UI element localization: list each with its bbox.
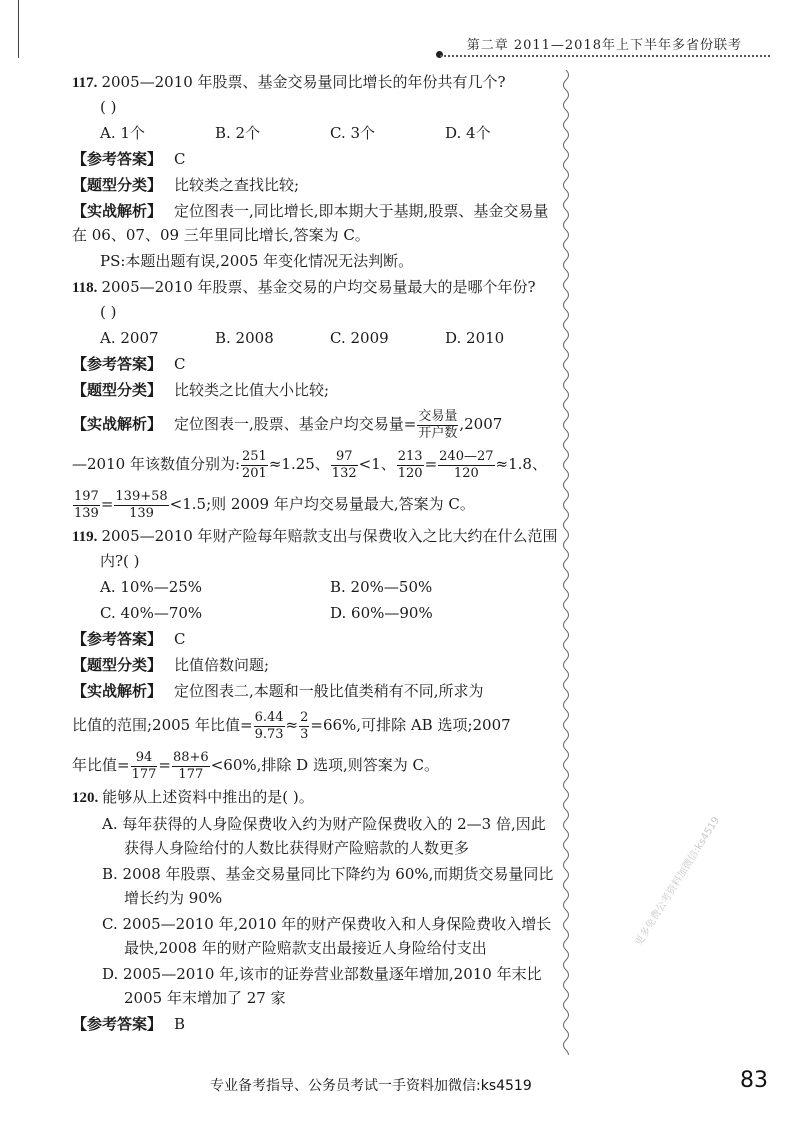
analysis-text: 年比值= [72,756,130,774]
analysis-text: <1、 [358,455,396,473]
denominator: 9.73 [254,726,284,742]
option-a: A. 2007 [100,329,159,347]
option-a: A. 每年获得的人身险保费收入约为财产险保费收入的 2—3 倍,因此获得人身险给付的人数比获得财产险赔款的人数更多 [102,815,546,857]
analysis-text: <60%,排除 D 选项,则答案为 C。 [210,756,439,774]
page-content [72,70,560,1038]
fraction [172,750,210,783]
answer-blank: ( ) [100,303,117,321]
numerator: 240—27 [439,448,494,464]
denominator: 120 [453,465,479,481]
analysis-text: ≈1.25、 [268,455,330,473]
numerator: 88+6 [172,749,209,765]
analysis-text: 比值的范围;2005 年比值= [72,716,253,734]
denominator: 139 [74,505,99,521]
answer-value: C [174,355,186,373]
type-value: 比值倍数问题; [174,656,270,674]
type-row [72,653,560,677]
analysis-text: ≈1.8、 [495,455,547,473]
analysis-line [72,745,560,785]
analysis-row [72,404,560,444]
option-b: B. 2008 [215,329,274,347]
analysis-text: <1.5;则 2009 年户均交易量最大,答案为 C。 [169,495,475,513]
option-d: D. 2005—2010 年,该市的证券营业部数量逐年增加,2010 年末比 2005 年末增加了 27 家 [102,965,542,1007]
answer-label: 【参考答案】 [72,150,163,168]
analysis-label: 【实战解析】 [72,682,163,700]
fraction [254,710,285,743]
numerator: 94 [131,750,158,767]
question-number: 117. [72,75,98,91]
analysis-text: 定位图表一,同比增长,即本期大于基期,股票、基金交易量在 06、07、09 三年里同比增长,答案为 C。 [72,202,549,244]
numerator: 2 [300,709,309,725]
type-value: 比较类之比值大小比较; [174,381,330,399]
denominator: 177 [178,766,204,782]
footer-text: 专业备考指导、公务员考试一手资料加微信:ks4519 [210,1078,532,1094]
option-b: B. 2008 年股票、基金交易量同比下降约为 60%,而期货交易量同比增长约为 90% [102,865,554,907]
numerator: 6.44 [254,709,284,725]
answer-row [72,352,560,376]
numerator: 251 [242,448,267,464]
analysis-row [72,199,560,247]
type-row [72,378,560,402]
page-number: 83 [740,1068,768,1093]
analysis-text: ,2007 [459,415,503,433]
option-a: A. 1个 [100,124,145,142]
fraction [397,449,424,482]
left-margin-rule [18,0,19,58]
numerator: 139+58 [115,488,168,504]
analysis-text: —2010 年该数值分别为: [72,455,240,473]
option-c: C. 2005—2010 年,2010 年的财产保费收入和人身保险费收入增长最快,2008 年的财产险赔款支出最接近人身险给付支出 [102,915,552,957]
denominator: 201 [242,465,267,481]
answer-row [72,627,560,651]
option-c: C. 2009 [330,329,389,347]
denominator: 3 [300,726,309,742]
answer-value: C [174,630,186,648]
answer-row [72,147,560,171]
analysis-line [72,484,560,524]
options-117 [72,121,560,145]
denominator: 120 [397,465,423,481]
answer-value: C [174,150,186,168]
denominator: 177 [131,766,157,782]
fraction [438,449,494,482]
analysis-text: = [100,495,114,513]
analysis-text: =66%,可排除 AB 选项;2007 [310,716,511,734]
question-text: 2005—2010 年股票、基金交易量同比增长的年份共有几个? [101,73,506,91]
answer-row [72,1012,560,1036]
analysis-row [72,679,560,703]
fraction [131,750,158,783]
type-label: 【题型分类】 [72,656,163,674]
option-d: D. 4个 [445,124,491,142]
numerator: 213 [397,448,423,464]
analysis-label: 【实战解析】 [72,202,163,220]
answer-value: B [174,1015,186,1033]
watermark: 更多免费公考资料加微信:ks4519 [633,815,723,948]
question-number: 120. [72,790,99,806]
type-label: 【题型分类】 [72,176,163,194]
analysis-text: = [158,756,171,774]
numerator: 交易量 [418,408,458,424]
question-text: 2005—2010 年股票、基金交易的户均交易量最大的是哪个年份? [101,278,536,296]
question-number: 119. [72,529,98,545]
options-119 [72,601,560,625]
question-120 [72,785,560,810]
header-dotted-rule [440,55,770,57]
fraction [417,409,458,442]
answer-label: 【参考答案】 [72,1015,163,1033]
running-header: 第二章 2011—2018年上下半年多省份联考 [466,38,742,53]
question-text: 能够从上述资料中推出的是( )。 [102,788,314,806]
options-118 [72,326,560,350]
answer-blank: ( ) [100,98,117,116]
denominator: 139 [129,505,154,521]
analysis-text: 定位图表二,本题和一般比值类稍有不同,所求为 [174,682,484,700]
question-117 [72,70,560,95]
denominator: 开户数 [418,425,458,441]
question-119 [72,524,560,573]
answer-label: 【参考答案】 [72,355,163,373]
analysis-text: = [424,455,438,473]
option-d: D. 60%—90% [330,604,433,622]
option-b: B. 20%—50% [330,578,433,596]
numerator: 97 [331,449,358,466]
analysis-text: 定位图表一,股票、基金户均交易量= [174,415,417,433]
question-number: 118. [72,280,98,296]
option-c: C. 40%—70% [100,604,203,622]
option-c: C. 3个 [330,124,376,142]
fraction [299,710,309,743]
option-a: A. 10%—25% [100,578,203,596]
analysis-label: 【实战解析】 [72,415,163,433]
type-label: 【题型分类】 [72,381,163,399]
type-value: 比较类之查找比较; [174,176,300,194]
numerator: 197 [74,488,99,504]
option-b: B. 2个 [215,124,261,142]
fraction [331,449,358,482]
ps-note: PS:本题出题有误,2005 年变化情况无法判断。 [100,252,414,270]
option-d: D. 2010 [445,329,505,347]
options-119 [72,575,560,599]
question-text: 2005—2010 年财产险每年赔款支出与保费收入之比大约在什么范围内?( ) [100,527,558,570]
question-118 [72,275,560,300]
fraction [241,449,268,482]
margin-wavy-line [560,70,572,1055]
analysis-line [72,705,560,745]
denominator: 132 [331,465,357,481]
answer-label: 【参考答案】 [72,630,163,648]
type-row [72,173,560,197]
analysis-line [72,444,560,484]
fraction [114,489,168,522]
fraction [73,489,100,522]
analysis-text: ≈ [285,716,299,734]
